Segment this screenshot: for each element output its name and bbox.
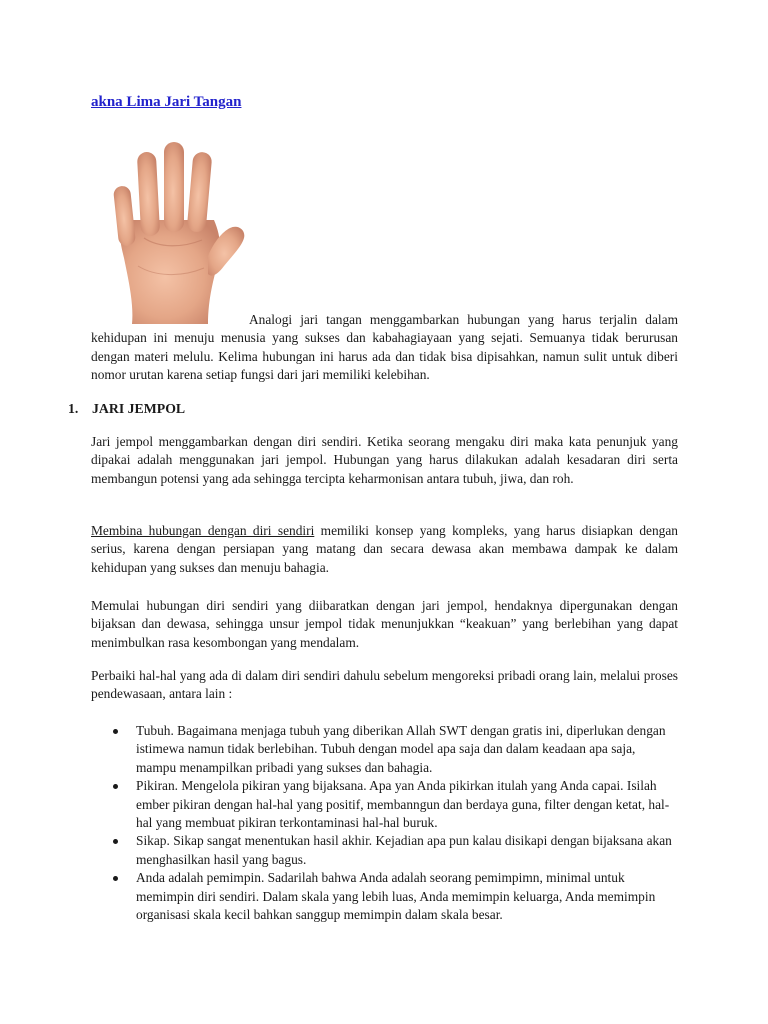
list-item-text: Anda adalah pemimpin. Sadarilah bahwa Anda adalah seorang pemimpimn, minimal untuk memimpin diri sendiri. Dalam skala yang lebih luas, Anda memimpin keluarga, Anda memimpin organisasi skala kecil bahkan sanggup memimpin dalam skala besar.	[136, 870, 656, 923]
paragraph-3: Memulai hubungan diri sendiri yang diibaratkan dengan jari jempol, hendaknya dipergunakan dengan bijaksan dan dewasa, sehingga unsur jempol tidak menunjukkan “keakuan” yang berlebihan yang dapat menimbulkan rasa kesombongan yang mendalam.	[91, 598, 678, 650]
section-title: JARI JEMPOL	[92, 401, 186, 416]
list-item	[91, 832, 678, 869]
list-item	[91, 777, 678, 832]
section-heading	[68, 401, 185, 417]
bullet-icon	[113, 729, 118, 734]
list-item-text: Pikiran. Mengelola pikiran yang bijaksana. Apa yan Anda pikirkan itulah yang Anda capai. Isilah ember pikiran dengan hal-hal yang positif, membanngun dan berdaya guna, filter dengan ketat, hal-hal yang membuat pikiran terkontaminasi hal-hal buruk.	[136, 778, 670, 831]
paragraph-2-rest: memiliki konsep yang kompleks, yang harus disiapkan dengan serius, karena dengan persiapan yang matang dan secara dewasa akan membawa dampak ke dalam kehidupan yang sukses dan menuju bahagia.	[91, 523, 678, 575]
intro-text: Analogi jari tangan menggambarkan hubungan yang harus terjalin dalam kehidupan ini menuju menusia yang sukses dan kabahagiayaan yang sejati. Semuanya tidak berurusan dengan materi melulu. Kelima hubungan ini harus ada dan tidak bisa dipisahkan, namun sulit untuk diberi nomor urutan karena setiap fungsi dari jari memiliki kelebihan.	[91, 312, 678, 383]
list-item-text: Tubuh. Bagaimana menjaga tubuh yang diberikan Allah SWT dengan gratis ini, diperlukan dengan istimewa namun tidak berlebihan. Tubuh dengan model apa saja dan dalam keadaan apa saja, mampu menampilkan pribadi yang sukses dan bahagia.	[136, 723, 666, 775]
bullet-list	[91, 722, 678, 924]
list-item	[91, 722, 678, 777]
paragraph-4: Perbaiki hal-hal yang ada di dalam diri sendiri dahulu sebelum mengoreksi pribadi orang lain, melalui proses pendewasaan, antara lain :	[91, 668, 678, 702]
page-title-link[interactable]: akna Lima Jari Tangan	[91, 94, 242, 110]
list-item	[91, 869, 678, 924]
open-palm-hand-image	[104, 138, 252, 324]
paragraph-1: Jari jempol menggambarkan dengan diri sendiri. Ketika seorang mengaku diri maka kata penunjuk yang dipakai adalah menggunakan jari jempol. Hubungan yang harus dilakukan adalah kesadaran diri serta membangun potensi yang ada sehingga tercipta keharmonisan antara tubuh, jiwa, dan roh.	[91, 434, 678, 486]
intro-paragraph	[91, 311, 678, 385]
section-number: 1.	[68, 401, 79, 416]
paragraph-2	[91, 522, 678, 577]
bullet-icon	[113, 876, 118, 881]
list-item-text: Sikap. Sikap sangat menentukan hasil akhir. Kejadian apa pun kalau disikapi dengan bijaksana akan menghasilkan hasil yang bagus.	[136, 833, 672, 867]
underlined-phrase: Membina hubungan dengan diri sendiri	[91, 523, 315, 538]
bullet-icon	[113, 784, 118, 789]
bullet-icon	[113, 839, 118, 844]
